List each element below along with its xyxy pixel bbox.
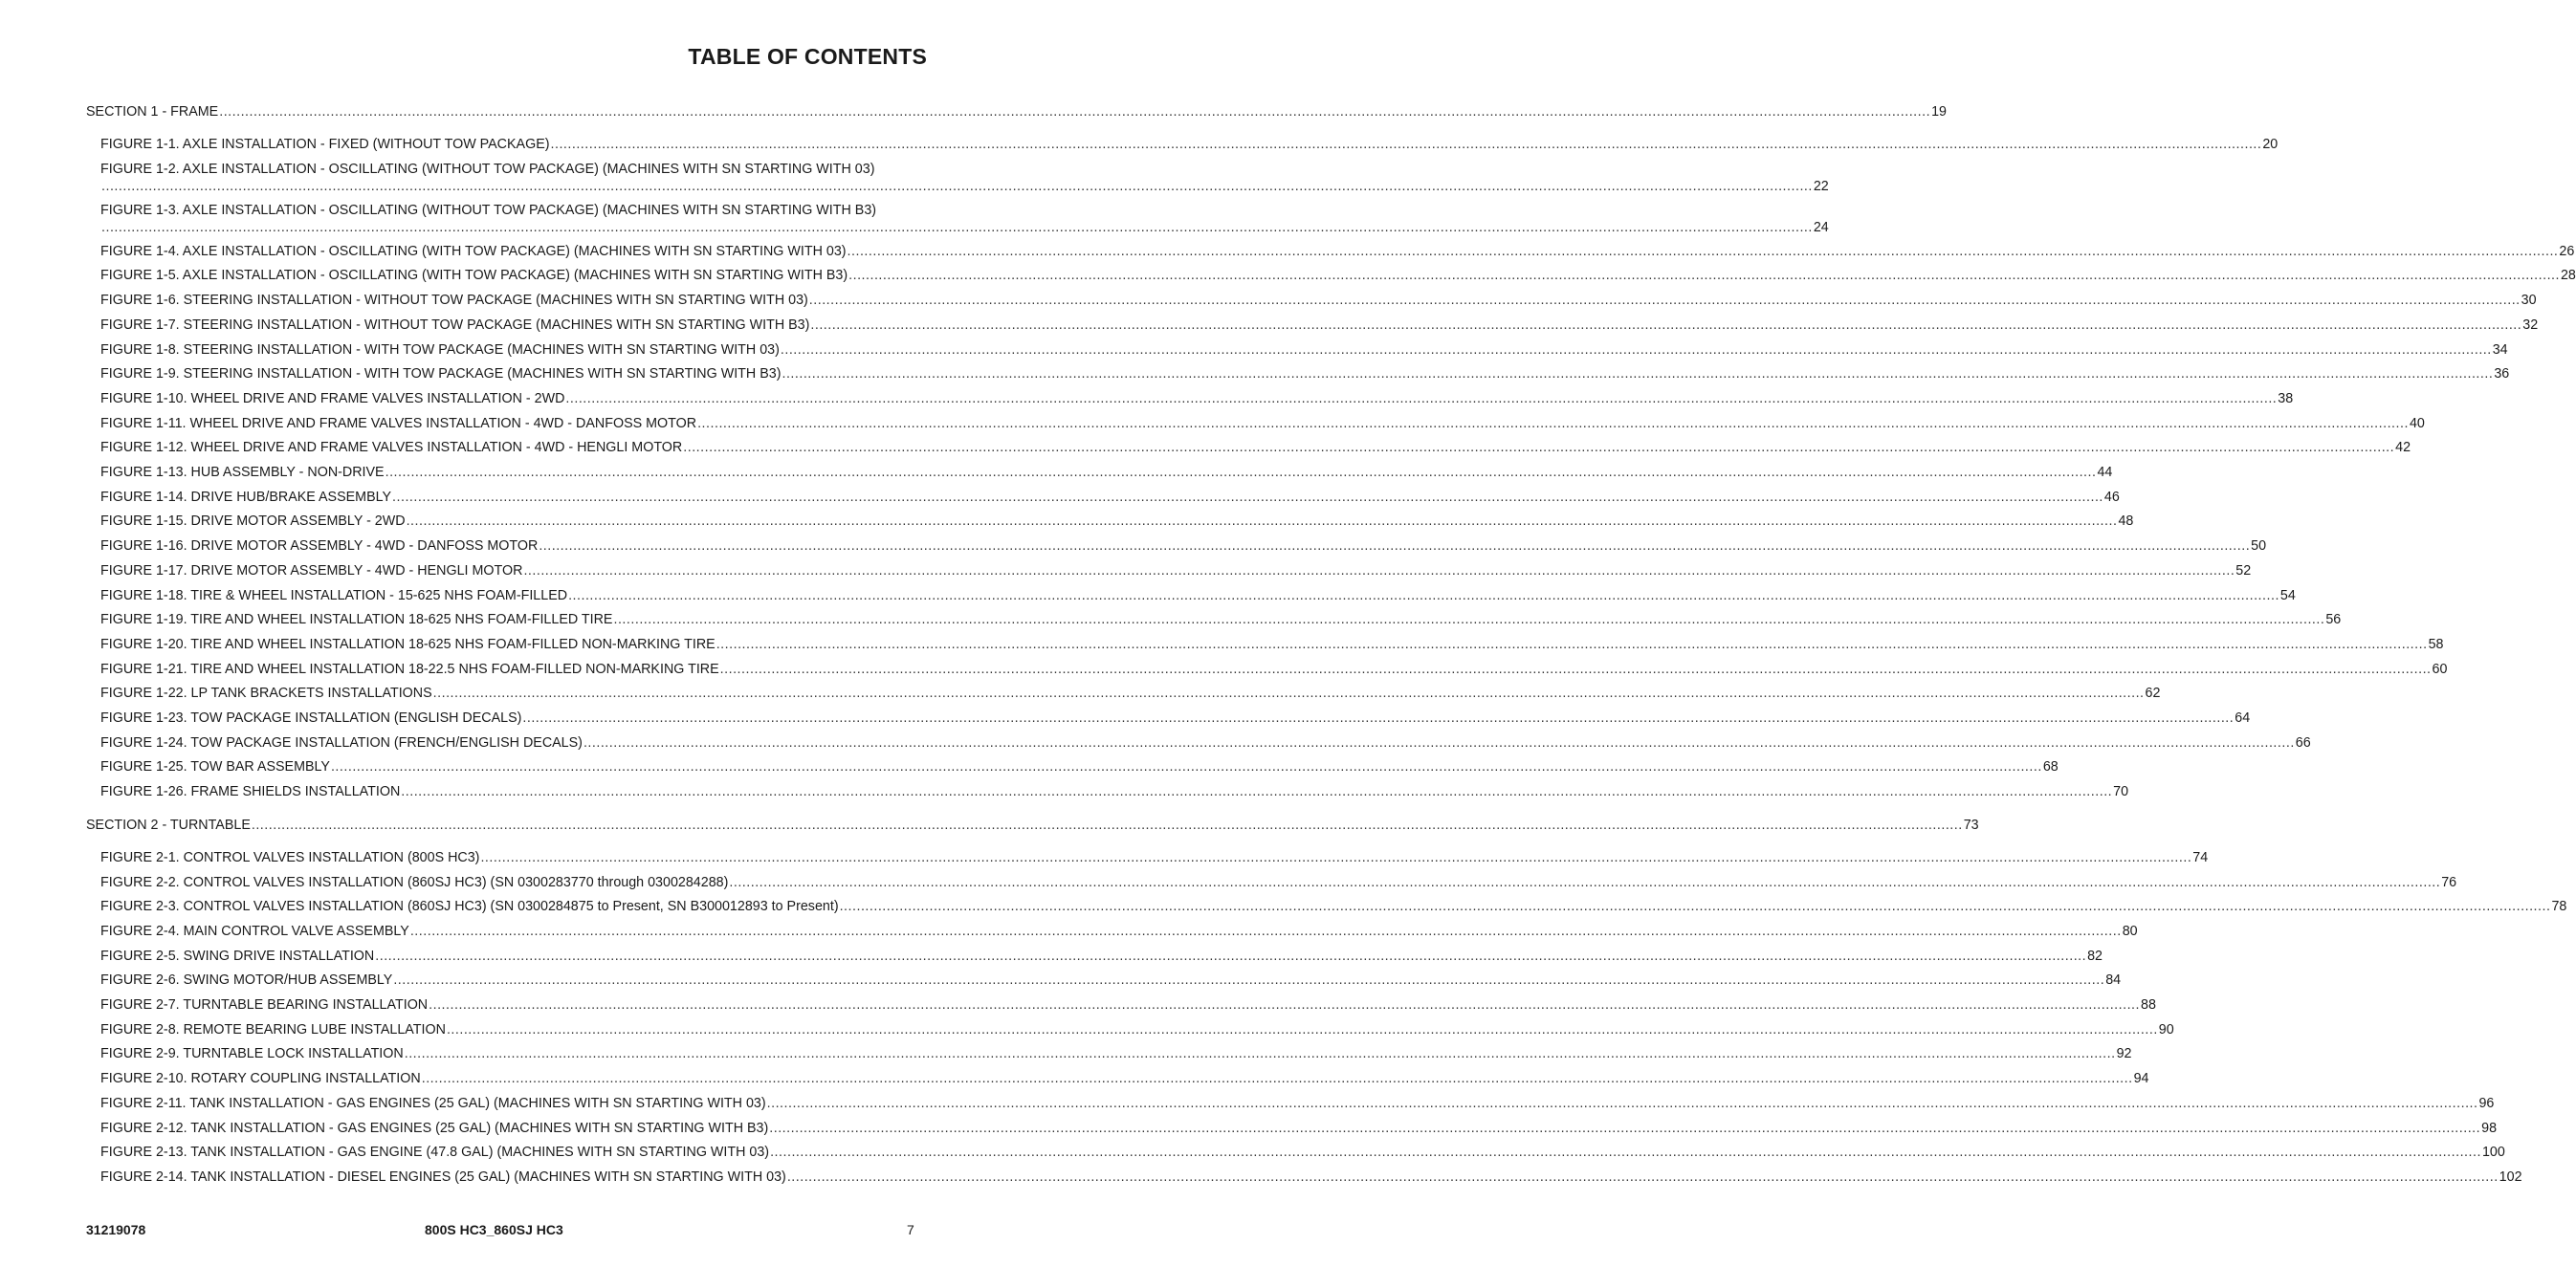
- footer-model: 800S HC3_860SJ HC3: [425, 1222, 563, 1237]
- toc-figure-entry[interactable]: [100, 1021, 2174, 1038]
- toc-entry-label: FIGURE 2-6. SWING MOTOR/HUB ASSEMBLY: [100, 972, 393, 989]
- toc-entry-label: FIGURE 2-11. TANK INSTALLATION - GAS ENGINES (25 GAL) (MACHINES WITH SN STARTING WITH 03): [100, 1095, 766, 1111]
- dot-leader: ................................................................................................................................................................................................................................................................................................................................................................................................................: [421, 1071, 2133, 1087]
- toc-figure-entry[interactable]: [100, 734, 2311, 752]
- dot-leader: ................................................................................................................................................................................................................................................................................................................................................................................................................: [429, 997, 2140, 1013]
- toc-entry-label: FIGURE 1-20. TIRE AND WHEEL INSTALLATION 18-625 NHS FOAM-FILLED NON-MARKING TIRE: [100, 636, 716, 652]
- toc-entry-label[interactable]: FIGURE 1-2. AXLE INSTALLATION - OSCILLATING (WITHOUT TOW PACKAGE) (MACHINES WITH SN STARTING WITH 03): [100, 161, 875, 177]
- toc-entry-continuation[interactable]: [100, 219, 1829, 236]
- dot-leader: ................................................................................................................................................................................................................................................................................................................................................................................................................: [719, 661, 2432, 677]
- dot-leader: ................................................................................................................................................................................................................................................................................................................................................................................................................: [251, 817, 1963, 833]
- toc-entry-label: FIGURE 1-14. DRIVE HUB/BRAKE ASSEMBLY: [100, 489, 392, 505]
- toc-figure-entry[interactable]: [100, 440, 2411, 456]
- dot-leader: ................................................................................................................................................................................................................................................................................................................................................................................................................: [769, 1120, 2481, 1136]
- dot-leader: ................................................................................................................................................................................................................................................................................................................................................................................................................: [786, 1169, 2499, 1185]
- toc-entry-page: 60: [2432, 661, 2448, 677]
- toc-entry-page: 90: [2158, 1021, 2174, 1038]
- toc-entry-page: 58: [2428, 636, 2444, 652]
- dot-leader: ................................................................................................................................................................................................................................................................................................................................................................................................................: [683, 440, 2395, 456]
- dot-leader: ................................................................................................................................................................................................................................................................................................................................................................................................................: [446, 1021, 2158, 1038]
- toc-entry-label: FIGURE 1-23. TOW PACKAGE INSTALLATION (ENGLISH DECALS): [100, 710, 522, 726]
- toc-figure-entry[interactable]: [100, 390, 2294, 407]
- toc-entry-label: FIGURE 1-7. STEERING INSTALLATION - WITHOUT TOW PACKAGE (MACHINES WITH SN STARTING WITH B3): [100, 317, 810, 333]
- dot-leader: ................................................................................................................................................................................................................................................................................................................................................................................................................: [330, 759, 2042, 775]
- toc-entry-page: 68: [2042, 759, 2059, 775]
- toc-figure-entry[interactable]: [100, 243, 2575, 260]
- toc-entry-label: FIGURE 1-24. TOW PACKAGE INSTALLATION (FRENCH/ENGLISH DECALS): [100, 734, 583, 751]
- toc-entry-page: 80: [2122, 923, 2138, 939]
- toc-figure-entry[interactable]: [100, 948, 2103, 965]
- toc-figure-entry[interactable]: [100, 341, 2508, 359]
- toc-entry-page: 76: [2441, 874, 2457, 890]
- toc-figure-entry[interactable]: [100, 899, 2567, 915]
- toc-entry-label: FIGURE 1-19. TIRE AND WHEEL INSTALLATION 18-625 NHS FOAM-FILLED TIRE: [100, 612, 613, 628]
- dot-leader: ................................................................................................................................................................................................................................................................................................................................................................................................................: [101, 178, 1813, 194]
- dot-leader: ................................................................................................................................................................................................................................................................................................................................................................................................................: [770, 1145, 2481, 1161]
- toc-entry-label: FIGURE 1-6. STEERING INSTALLATION - WITHOUT TOW PACKAGE (MACHINES WITH SN STARTING WITH 03): [100, 293, 808, 309]
- toc-entry-page: 94: [2133, 1071, 2149, 1087]
- toc-entry-label: FIGURE 1-15. DRIVE MOTOR ASSEMBLY - 2WD: [100, 513, 406, 530]
- toc-entry-page: 92: [2116, 1046, 2132, 1062]
- toc-entry-label: FIGURE 1-21. TIRE AND WHEEL INSTALLATION 18-22.5 NHS FOAM-FILLED NON-MARKING TIRE: [100, 661, 719, 677]
- toc-figure-entry[interactable]: [100, 293, 2537, 309]
- dot-leader: ................................................................................................................................................................................................................................................................................................................................................................................................................: [385, 465, 2097, 480]
- toc-entry-page: 66: [2295, 734, 2311, 751]
- toc-entry-label: FIGURE 1-13. HUB ASSEMBLY - NON-DRIVE: [100, 465, 385, 480]
- toc-entry-label: FIGURE 2-2. CONTROL VALVES INSTALLATION (860SJ HC3) (SN 0300283770 through 0300284288): [100, 874, 729, 890]
- toc-entry-page: 102: [2499, 1169, 2522, 1185]
- dot-leader: ................................................................................................................................................................................................................................................................................................................................................................................................................: [550, 137, 2262, 152]
- toc-entry-label[interactable]: FIGURE 1-3. AXLE INSTALLATION - OSCILLATING (WITHOUT TOW PACKAGE) (MACHINES WITH SN STARTING WITH B3): [100, 202, 877, 218]
- toc-entry-page: 82: [2087, 948, 2103, 964]
- dot-leader: ................................................................................................................................................................................................................................................................................................................................................................................................................: [393, 972, 2105, 989]
- toc-entry-label: FIGURE 2-8. REMOTE BEARING LUBE INSTALLATION: [100, 1021, 446, 1038]
- toc-figure-entry[interactable]: [100, 784, 2129, 800]
- toc-figure-entry[interactable]: [100, 489, 2120, 506]
- footer-part-number: 31219078: [86, 1222, 146, 1237]
- toc-entry-page: 64: [2235, 710, 2251, 726]
- toc-figure-entry[interactable]: [100, 612, 2342, 628]
- toc-entry-page: 44: [2097, 465, 2113, 480]
- toc-figure-entry[interactable]: [100, 1095, 2495, 1112]
- toc-entry-label: FIGURE 1-16. DRIVE MOTOR ASSEMBLY - 4WD - DANFOSS MOTOR: [100, 538, 539, 555]
- dot-leader: ................................................................................................................................................................................................................................................................................................................................................................................................................: [409, 923, 2122, 939]
- toc-figure-entry[interactable]: [100, 1046, 2132, 1062]
- toc-entry-label: FIGURE 2-10. ROTARY COUPLING INSTALLATION: [100, 1071, 421, 1087]
- dot-leader: ................................................................................................................................................................................................................................................................................................................................................................................................................: [810, 317, 2522, 333]
- toc-figure-entry[interactable]: [100, 538, 2267, 555]
- toc-figure-entry[interactable]: [100, 1120, 2498, 1137]
- toc-entry-page: 34: [2492, 341, 2508, 358]
- toc-entry-page: 40: [2409, 415, 2425, 431]
- toc-entry-label: FIGURE 2-14. TANK INSTALLATION - DIESEL ENGINES (25 GAL) (MACHINES WITH SN STARTING WITH 03): [100, 1169, 786, 1185]
- dot-leader: ................................................................................................................................................................................................................................................................................................................................................................................................................: [432, 686, 2145, 702]
- toc-figure-entry[interactable]: [100, 317, 2539, 334]
- toc-figure-entry[interactable]: [100, 587, 2296, 604]
- dot-leader: ................................................................................................................................................................................................................................................................................................................................................................................................................: [782, 366, 2494, 382]
- toc-entry-label: FIGURE 2-1. CONTROL VALVES INSTALLATION (800S HC3): [100, 849, 480, 865]
- toc-figure-entry[interactable]: [100, 1071, 2149, 1087]
- dot-leader: ................................................................................................................................................................................................................................................................................................................................................................................................................: [613, 612, 2325, 628]
- toc-entry-page: 78: [2551, 899, 2567, 915]
- toc-entry-page: 32: [2522, 317, 2539, 333]
- toc-figure-entry[interactable]: [100, 923, 2138, 940]
- dot-leader: ................................................................................................................................................................................................................................................................................................................................................................................................................: [568, 587, 2279, 603]
- dot-leader: ................................................................................................................................................................................................................................................................................................................................................................................................................: [522, 710, 2235, 726]
- dot-leader: ................................................................................................................................................................................................................................................................................................................................................................................................................: [729, 874, 2441, 890]
- toc-entry-continuation[interactable]: [100, 178, 1829, 195]
- toc-entry-page: 84: [2105, 972, 2122, 989]
- dot-leader: ................................................................................................................................................................................................................................................................................................................................................................................................................: [375, 948, 2087, 964]
- toc-figure-entry[interactable]: [100, 513, 2134, 530]
- dot-leader: ................................................................................................................................................................................................................................................................................................................................................................................................................: [583, 734, 2295, 751]
- dot-leader: ................................................................................................................................................................................................................................................................................................................................................................................................................: [401, 784, 2113, 800]
- toc-figure-entry[interactable]: [100, 1145, 2505, 1161]
- toc-figure-entry[interactable]: [100, 997, 2156, 1014]
- toc-entry-label: FIGURE 1-9. STEERING INSTALLATION - WITH TOW PACKAGE (MACHINES WITH SN STARTING WITH B3): [100, 366, 782, 382]
- toc-entry-page: 30: [2521, 293, 2537, 309]
- dot-leader: ................................................................................................................................................................................................................................................................................................................................................................................................................: [404, 1046, 2116, 1062]
- toc-entry-label: FIGURE 1-5. AXLE INSTALLATION - OSCILLATING (WITH TOW PACKAGE) (MACHINES WITH SN STARTING WITH B3): [100, 268, 848, 284]
- dot-leader: ................................................................................................................................................................................................................................................................................................................................................................................................................: [539, 538, 2251, 555]
- dot-leader: ................................................................................................................................................................................................................................................................................................................................................................................................................: [101, 219, 1813, 235]
- toc-entry-label: FIGURE 1-1. AXLE INSTALLATION - FIXED (WITHOUT TOW PACKAGE): [100, 137, 550, 152]
- toc-entry-page: 24: [1813, 219, 1829, 235]
- toc-section-entry[interactable]: [86, 104, 1947, 120]
- toc-figure-entry[interactable]: [100, 686, 2161, 702]
- toc-entry-page: 22: [1813, 178, 1829, 194]
- toc-figure-entry[interactable]: [100, 874, 2457, 891]
- toc-entry-page: 74: [2192, 849, 2209, 865]
- toc-entry-label: FIGURE 2-5. SWING DRIVE INSTALLATION: [100, 948, 375, 964]
- toc-figure-entry[interactable]: [100, 465, 2113, 481]
- toc-entry-label: FIGURE 2-7. TURNTABLE BEARING INSTALLATION: [100, 997, 429, 1013]
- footer-page-number: 7: [907, 1222, 914, 1237]
- toc-figure-entry[interactable]: [100, 972, 2122, 989]
- dot-leader: ................................................................................................................................................................................................................................................................................................................................................................................................................: [392, 489, 2103, 505]
- dot-leader: ................................................................................................................................................................................................................................................................................................................................................................................................................: [839, 899, 2551, 915]
- toc-entry-label: FIGURE 1-26. FRAME SHIELDS INSTALLATION: [100, 784, 401, 800]
- toc-entry-label: FIGURE 1-17. DRIVE MOTOR ASSEMBLY - 4WD - HENGLI MOTOR: [100, 562, 523, 579]
- toc-entry-label: FIGURE 1-22. LP TANK BRACKETS INSTALLATIONS: [100, 686, 432, 702]
- page-title: TABLE OF CONTENTS: [688, 44, 927, 69]
- toc-entry-page: 88: [2141, 997, 2156, 1013]
- toc-entry-page: 100: [2481, 1145, 2505, 1161]
- toc-entry-page: 52: [2235, 562, 2252, 579]
- toc-entry-page: 73: [1963, 817, 1979, 833]
- toc-entry-page: 46: [2103, 489, 2120, 505]
- dot-leader: ................................................................................................................................................................................................................................................................................................................................................................................................................: [847, 243, 2559, 259]
- toc-entry-page: 19: [1931, 104, 1947, 120]
- toc-entry-label: FIGURE 1-8. STEERING INSTALLATION - WITH TOW PACKAGE (MACHINES WITH SN STARTING WITH 03): [100, 341, 780, 358]
- toc-entry-page: 50: [2251, 538, 2267, 555]
- toc-entry-label: FIGURE 1-4. AXLE INSTALLATION - OSCILLATING (WITH TOW PACKAGE) (MACHINES WITH SN STARTING WITH 03): [100, 243, 847, 259]
- toc-entry-page: 98: [2481, 1120, 2498, 1136]
- toc-figure-entry[interactable]: [100, 1169, 2522, 1186]
- toc-entry-page: 96: [2478, 1095, 2495, 1111]
- toc-entry-label: FIGURE 2-4. MAIN CONTROL VALVE ASSEMBLY: [100, 923, 409, 939]
- toc-section-entry[interactable]: [86, 817, 1979, 834]
- toc-entry-page: 20: [2262, 137, 2279, 152]
- toc-figure-entry[interactable]: [100, 137, 2279, 153]
- toc-entry-page: 28: [2560, 268, 2576, 284]
- toc-entry-page: 38: [2278, 390, 2294, 406]
- dot-leader: ................................................................................................................................................................................................................................................................................................................................................................................................................: [523, 562, 2235, 579]
- toc-figure-entry[interactable]: [100, 268, 2576, 284]
- toc-entry-page: 36: [2494, 366, 2510, 382]
- dot-leader: ................................................................................................................................................................................................................................................................................................................................................................................................................: [480, 849, 2192, 865]
- toc-entry-label: FIGURE 1-25. TOW BAR ASSEMBLY: [100, 759, 330, 775]
- toc-entry-label: FIGURE 1-12. WHEEL DRIVE AND FRAME VALVES INSTALLATION - 4WD - HENGLI MOTOR: [100, 440, 683, 456]
- toc-entry-page: 56: [2325, 612, 2342, 628]
- toc-entry-page: 48: [2118, 513, 2134, 530]
- toc-entry-label: FIGURE 2-13. TANK INSTALLATION - GAS ENGINE (47.8 GAL) (MACHINES WITH SN STARTING WITH 03): [100, 1145, 770, 1161]
- toc-entry-page: 70: [2113, 784, 2129, 800]
- toc-entry-page: 26: [2559, 243, 2575, 259]
- toc-entry-label: FIGURE 2-3. CONTROL VALVES INSTALLATION (860SJ HC3) (SN 0300284875 to Present, SN B300012893 to Present): [100, 899, 839, 915]
- toc-figure-entry[interactable]: [100, 849, 2209, 866]
- toc-figure-entry[interactable]: [100, 759, 2059, 775]
- toc-entry-page: 62: [2145, 686, 2161, 702]
- toc-entry-label: SECTION 1 - FRAME: [86, 104, 219, 120]
- dot-leader: ................................................................................................................................................................................................................................................................................................................................................................................................................: [848, 268, 2560, 284]
- dot-leader: ................................................................................................................................................................................................................................................................................................................................................................................................................: [697, 415, 2409, 431]
- dot-leader: ................................................................................................................................................................................................................................................................................................................................................................................................................: [780, 341, 2492, 358]
- dot-leader: ................................................................................................................................................................................................................................................................................................................................................................................................................: [406, 513, 2118, 530]
- toc-figure-entry[interactable]: [100, 562, 2252, 579]
- toc-figure-entry[interactable]: [100, 661, 2448, 678]
- toc-entry-label: FIGURE 2-9. TURNTABLE LOCK INSTALLATION: [100, 1046, 404, 1062]
- toc-entry-label: FIGURE 2-12. TANK INSTALLATION - GAS ENGINES (25 GAL) (MACHINES WITH SN STARTING WITH B3): [100, 1120, 769, 1136]
- dot-leader: ................................................................................................................................................................................................................................................................................................................................................................................................................: [565, 390, 2278, 406]
- toc-entry-page: 54: [2279, 587, 2296, 603]
- toc-entry-label: FIGURE 1-11. WHEEL DRIVE AND FRAME VALVES INSTALLATION - 4WD - DANFOSS MOTOR: [100, 415, 697, 431]
- toc-entry-label: FIGURE 1-10. WHEEL DRIVE AND FRAME VALVES INSTALLATION - 2WD: [100, 390, 565, 406]
- toc-figure-entry[interactable]: [100, 366, 2510, 382]
- dot-leader: ................................................................................................................................................................................................................................................................................................................................................................................................................: [766, 1095, 2478, 1111]
- dot-leader: ................................................................................................................................................................................................................................................................................................................................................................................................................: [716, 636, 2428, 652]
- toc-entry-label: SECTION 2 - TURNTABLE: [86, 817, 251, 833]
- dot-leader: ................................................................................................................................................................................................................................................................................................................................................................................................................: [808, 293, 2521, 309]
- toc-figure-entry[interactable]: [100, 710, 2251, 727]
- dot-leader: ................................................................................................................................................................................................................................................................................................................................................................................................................: [219, 104, 1931, 120]
- toc-entry-label: FIGURE 1-18. TIRE & WHEEL INSTALLATION - 15-625 NHS FOAM-FILLED: [100, 587, 568, 603]
- toc-figure-entry[interactable]: [100, 636, 2444, 653]
- toc-figure-entry[interactable]: [100, 415, 2425, 432]
- toc-entry-page: 42: [2395, 440, 2411, 456]
